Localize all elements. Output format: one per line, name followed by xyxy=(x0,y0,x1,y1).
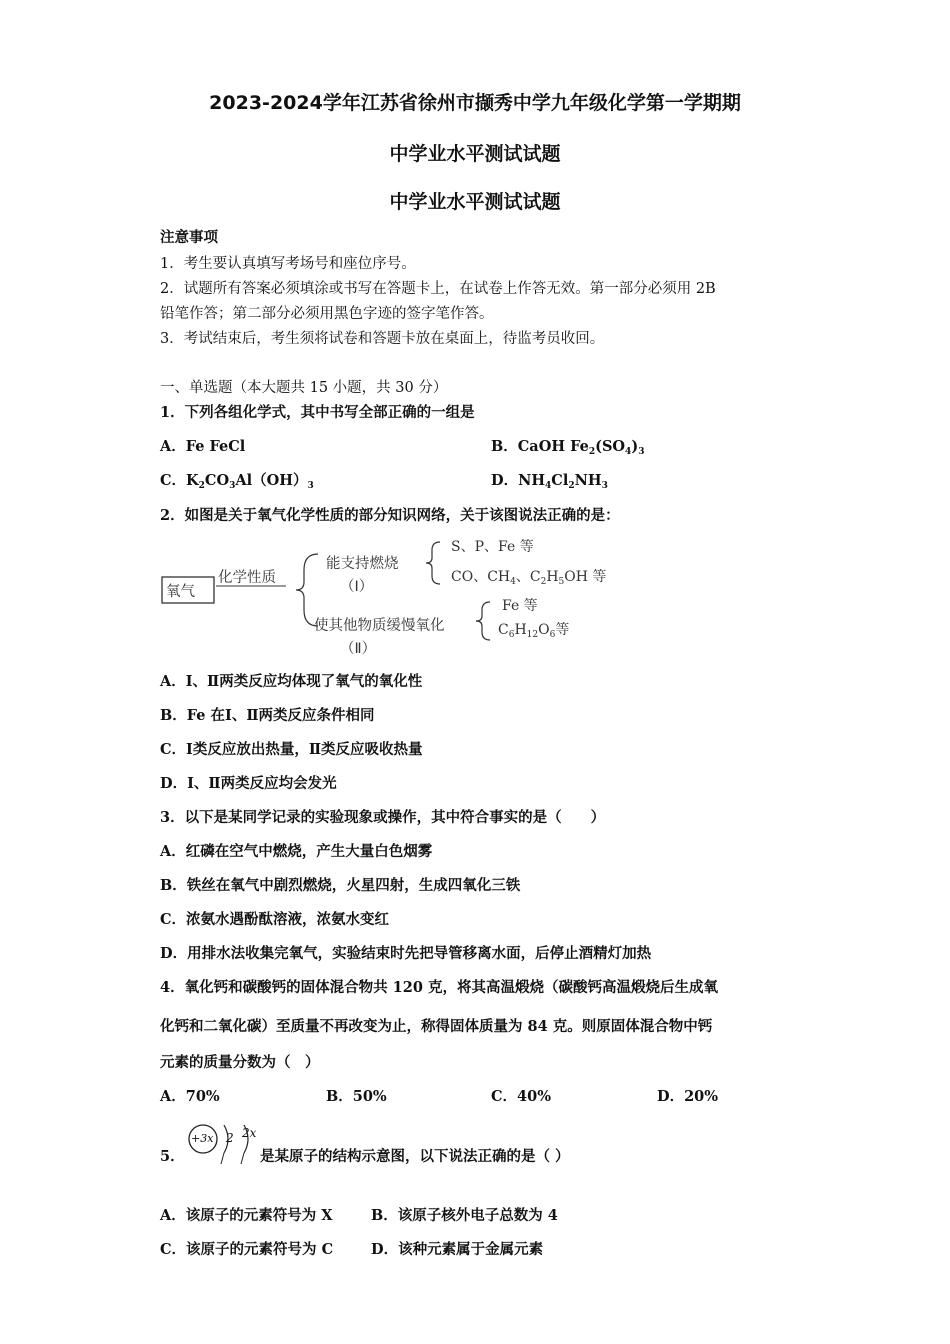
question-2-stem: 2．如图是关于氧气化学性质的部分知识网络，关于该图说法正确的是： xyxy=(160,507,620,524)
question-1-option-a: A．Fe FeCl xyxy=(160,438,246,455)
question-3-option-c: C．浓氨水遇酚酞溶液，浓氨水变红 xyxy=(160,911,390,928)
question-4-line-2: 化钙和二氧化碳）至质量不再改变为止，称得固体质量为 84 克。则原固体混合物中钙 xyxy=(160,1018,713,1035)
question-4-option-c: C．40% xyxy=(491,1088,551,1105)
shell-1-tail xyxy=(221,1153,224,1164)
question-3-option-a: A．红磷在空气中燃烧，产生大量白色烟雾 xyxy=(160,843,433,860)
question-4-line-1: 4．氧化钙和碳酸钙的固体混合物共 120 克，将其高温煅烧（碳酸钙高温煅烧后生成氧 xyxy=(160,979,718,996)
shell-1-electrons: 2 xyxy=(226,1131,234,1145)
nucleus-charge: +3x xyxy=(191,1132,214,1145)
question-2-option-c: C．Ⅰ类反应放出热量，Ⅱ类反应吸收热量 xyxy=(160,741,423,758)
question-3-option-b: B．铁丝在氧气中剧烈燃烧，火星四射，生成四氧化三铁 xyxy=(160,877,521,894)
question-5-option-c: C．该原子的元素符号为 C xyxy=(160,1241,334,1258)
notice-heading: 注意事项 xyxy=(160,229,218,246)
question-5-number: 5． xyxy=(160,1148,185,1165)
title-line-2: 中学业水平测试试题 xyxy=(389,143,561,165)
question-4-option-a: A．70% xyxy=(160,1088,220,1105)
diagram-b2-item-2: $C_6H_{12}O_6$等 xyxy=(498,622,570,640)
question-4-option-d: D．20% xyxy=(657,1088,719,1105)
diagram-branch-1: 能支持燃烧 xyxy=(326,556,399,572)
oxygen-knowledge-diagram xyxy=(158,530,628,660)
branch2-brace-icon xyxy=(476,602,490,640)
question-5-stem: 是某原子的结构示意图，以下说法正确的是（ ） xyxy=(260,1148,570,1165)
shell-2-tail xyxy=(241,1153,244,1164)
notice-item-3: 3．考试结束后，考生须将试卷和答题卡放在桌面上，待监考员收回。 xyxy=(160,331,605,347)
title-line-1: 2023-2024学年江苏省徐州市撷秀中学九年级化学第一学期期 xyxy=(209,92,741,114)
question-1-option-d: D．$NH_4Cl_2NH_3$ xyxy=(491,472,608,491)
question-3-option-d: D．用排水法收集完氧气，实验结束时先把导管移离水面，后停止酒精灯加热 xyxy=(160,945,652,962)
atom-structure-diagram xyxy=(186,1122,262,1168)
shell-2-electrons: 2x xyxy=(242,1126,257,1140)
diagram-b1-item-1: S、P、Fe 等 xyxy=(451,539,534,555)
diagram-lines xyxy=(158,530,628,660)
question-2-option-d: D．Ⅰ、Ⅱ两类反应均会发光 xyxy=(160,775,337,792)
notice-item-2-cont: 铅笔作答；第二部分必须用黑色字迹的签字笔作答。 xyxy=(160,306,494,322)
branch1-brace-icon xyxy=(426,542,440,584)
notice-item-2: 2．试题所有答案必须填涂或书写在答题卡上，在试卷上作答无效。第一部分必须用 2B xyxy=(160,281,716,297)
diagram-branch-2-num: （Ⅱ） xyxy=(340,641,377,657)
question-1-option-b: B．CaOH $Fe_2(SO_4)_3$ xyxy=(491,438,645,457)
diagram-root: 氧气 xyxy=(166,584,195,600)
diagram-b1-item-2: CO、$CH_4$、$C_2H_5OH$ 等 xyxy=(451,569,607,587)
title-line-3: 中学业水平测试试题 xyxy=(389,191,561,213)
question-2-option-b: B．Fe 在Ⅰ、Ⅱ两类反应条件相同 xyxy=(160,707,375,724)
diagram-branch-1-num: （Ⅰ） xyxy=(340,579,374,595)
diagram-property: 化学性质 xyxy=(218,570,276,586)
diagram-branch-2: 使其他物质缓慢氧化 xyxy=(314,618,445,634)
question-5-option-b: B．该原子核外电子总数为 4 xyxy=(371,1207,558,1224)
notice-item-1: 1．考生要认真填写考场号和座位序号。 xyxy=(160,256,416,272)
question-3-stem: 3．以下是某同学记录的实验现象或操作，其中符合事实的是（ ） xyxy=(160,809,606,826)
question-4-option-b: B．50% xyxy=(326,1088,387,1105)
question-2-option-a: A．Ⅰ、Ⅱ两类反应均体现了氧气的氧化性 xyxy=(160,673,423,690)
section-heading: 一、单选题（本大题共 15 小题，共 30 分） xyxy=(160,380,448,396)
question-4-line-3: 元素的质量分数为（ ） xyxy=(160,1054,320,1071)
question-5-option-a: A．该原子的元素符号为 X xyxy=(160,1207,333,1224)
diagram-b2-item-1: Fe 等 xyxy=(502,598,538,614)
question-5-option-d: D．该种元素属于金属元素 xyxy=(371,1241,544,1258)
question-1-option-c: C．$K_2CO_3Al(OH)_3$ xyxy=(160,472,314,491)
question-1-stem: 1．下列各组化学式，其中书写全部正确的一组是 xyxy=(160,404,475,421)
